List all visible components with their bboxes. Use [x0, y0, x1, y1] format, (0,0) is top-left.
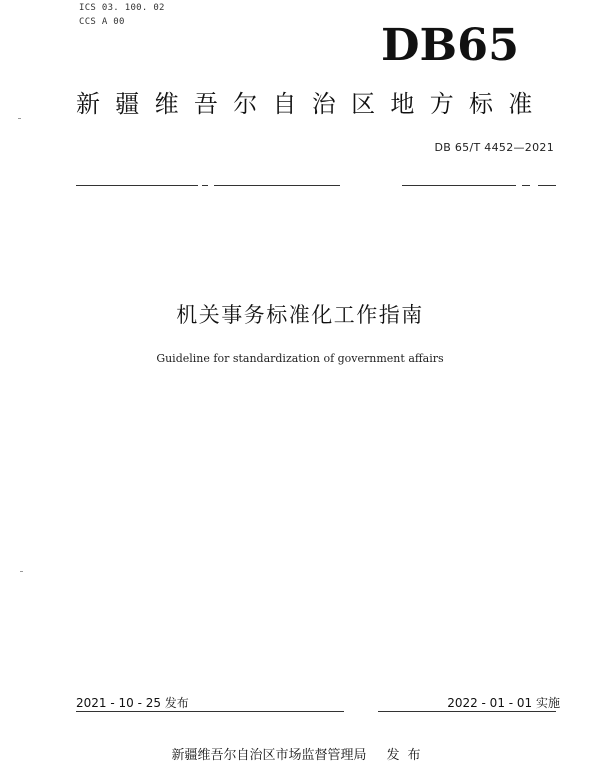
db65-logo-text: DB65 — [381, 22, 519, 68]
header-divider-segment — [202, 185, 208, 186]
header-divider-segment — [76, 185, 198, 186]
header-divider-segment — [538, 185, 556, 186]
ccs-code: CCS A 00 — [79, 17, 125, 27]
document-title-english: Guideline for standardization of government affairs — [156, 352, 444, 365]
header-divider-segment — [522, 185, 530, 186]
scan-speck — [20, 571, 23, 572]
scan-speck — [18, 118, 21, 119]
header-divider-segment — [214, 185, 340, 186]
classification-codes — [79, 1, 165, 29]
document-title: 机关事务标准化工作指南 — [176, 303, 424, 327]
issue-date: 2021 - 10 - 25 发布 — [76, 696, 189, 710]
footer-divider-segment — [76, 711, 344, 712]
standard-number: DB 65/T 4452—2021 — [434, 141, 554, 154]
publisher-line — [0, 744, 600, 763]
publisher-organization: 新疆维吾尔自治区市场监督管理局 — [171, 748, 367, 763]
ics-code: ICS 03. 100. 02 — [79, 3, 165, 13]
publisher-action: 发布 — [386, 748, 429, 763]
organization-title: 新疆维吾尔自治区地方标准 — [76, 90, 548, 118]
effective-date: 2022 - 01 - 01 实施 — [447, 696, 560, 710]
db65-logo — [381, 22, 521, 68]
header-divider-segment — [402, 185, 516, 186]
footer-divider-segment — [378, 711, 556, 712]
